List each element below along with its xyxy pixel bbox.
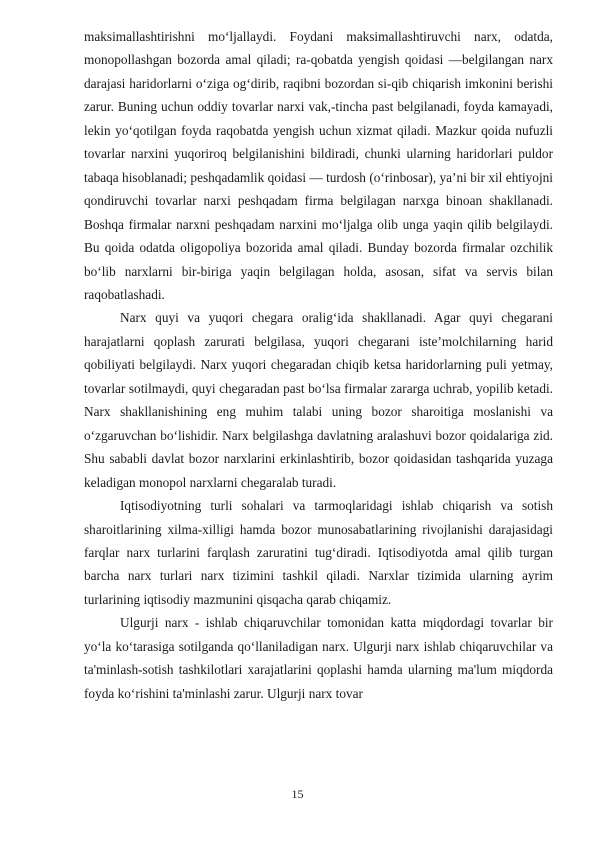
paragraph-2: Narx quyi va yuqori chegara oralig‘ida shakllanadi. Agar quyi chegarani harajatlarni qoplash zarurati belgilasa, yuqori chegarani iste’molchilarning harid qobiliyati belgilaydi. Narx yuqori chegaradan chiqib ketsa haridorlarning puli yetmay, tovarlar sotilmaydi, quyi chegaradan past bo‘lsa firmalar zararga uchrab, yopilib ketadi. Narx shakllanishining eng muhim talabi uning bozor sharoitiga moslanishi va o‘zgaruvchan bo‘lishidir. Narx belgilashga davlatning aralashuvi bozor qoidalariga zid. Shu sababli davlat bozor narxlarini erkinlashtirib, bozor qoidasidan tashqarida yuzaga keladigan monopol narxlarni chegaralab turadi. <box>84 310 553 490</box>
body-text <box>84 25 553 705</box>
page-number: 15 <box>291 787 304 801</box>
paragraph-4: Ulgurji narx - ishlab chiqaruvchilar tomonidan katta miqdordagi tovarlar bir yo‘la ko‘tarasiga sotilganda qo‘llaniladigan narx. Ulgurji narx ishlab chiqaruvchilar va ta'minlash-sotish tashkilotlari xarajatlarini qoplashi hamda ularning ma'lum miqdorda foyda ko‘rishini ta'minlashi zarur. Ulgurji narx tovar <box>84 615 553 701</box>
paragraph-1: maksimallashtirishni mo‘ljallaydi. Foydani maksimallashtiruvchi narx, odatda, monopollashgan bozorda amal qiladi; ra-qobatda yengish qoidasi —belgilangan narx darajasi haridorlarni o‘ziga og‘dirib, raqibni bozordan si-qib chiqarish imkonini berishi zarur. Buning uchun oddiy tovarlar narxi vak,-tincha past belgilanadi, foyda kamayadi, lekin yo‘qotilgan foyda raqobatda yengish uchun xizmat qiladi. Mazkur qoida nufuzli tovarlar narxini yuqoriroq belgilanishini bildiradi, chunki ularning haridorlari puldor tabaqa hisoblanadi; peshqadamlik qoidasi — turdosh (o‘rinbosar), ya’ni bir xil ehtiyojni qondiruvchi tovarlar narxi peshqadam firma belgilagan narxga binoan shakllanadi. Boshqa firmalar narxni peshqadam narxini mo‘ljalga olib unga yaqin qilib belgilaydi. Bu qoida odatda oligopoliya bozorida amal qiladi. Bunday bozorda firmalar ozchilik bo‘lib narxlarni bir-biriga yaqin belgilagan holda, asosan, sifat va servis bilan raqobatlashadi. <box>84 29 553 302</box>
paragraph-3: Iqtisodiyotning turli sohalari va tarmoqlaridagi ishlab chiqarish va sotish sharoitlarining xilma-xilligi hamda bozor munosabatlarining rivojlanishi darajasidagi farqlar narx turlarini farqlash zaruratini tug‘diradi. Iqtisodiyotda amal qilib turgan barcha narx turlari narx tizimini tashkil qiladi. Narxlar tizimida ularning ayrim turlarining iqtisodiy mazmunini qisqacha qarab chiqamiz. <box>84 498 553 607</box>
